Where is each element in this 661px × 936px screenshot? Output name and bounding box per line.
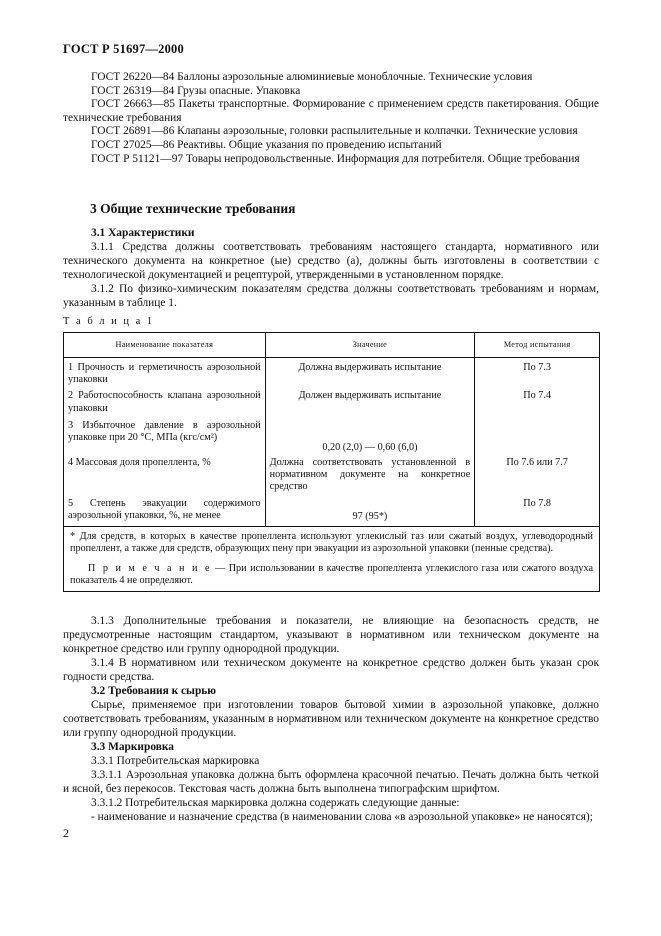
cell-value: Должна выдерживать испытание bbox=[265, 358, 475, 387]
table-row bbox=[64, 415, 600, 454]
table-caption: Т а б л и ц а 1 bbox=[63, 316, 155, 327]
section-3-1-continued bbox=[63, 614, 599, 824]
paragraph-3-1-3: 3.1.3 Дополнительные требования и показатели, не влияющие на безопасность средств, не предусмотренные настоящим стандартом, указывают в нормативном или техническом документе на конкретное средство или группу однородной продукции. bbox=[63, 615, 599, 655]
table-notes-row bbox=[64, 526, 600, 591]
cell-name: 2 Работоспособность клапана аэрозольной упаковки bbox=[64, 386, 266, 414]
table-1 bbox=[63, 332, 600, 592]
paragraph-3-1-4: 3.1.4 В нормативном или техническом документе на конкретное средство должен быть указан срок годности средства. bbox=[63, 657, 599, 683]
column-header: Значение bbox=[265, 333, 475, 358]
paragraph-3-2: Сырье, применяемое при изготовлении товаров бытовой химии в аэрозольной упаковке, должно соответствовать требованиям, указанным в нормативном или техническом документе на конкретное средство или группу однородной продукции. bbox=[63, 699, 599, 739]
paragraph-3-3-1-2: 3.3.1.2 Потребительская маркировка должна содержать следующие данные: bbox=[91, 797, 460, 809]
table-footnote: * Для средств, в которых в качестве пропеллента используют углекислый газ или сжатый воздух, углеводородный пропеллент, а также для средств, образующих пену при эвакуации из аэрозольной упаковки (пенные средства). bbox=[70, 530, 593, 555]
cell-method: По 7.4 bbox=[475, 386, 600, 414]
table-note bbox=[70, 563, 593, 587]
column-header: Наименование показателя bbox=[64, 333, 266, 358]
normative-references bbox=[63, 71, 599, 166]
table-row bbox=[64, 386, 600, 414]
paragraph-3-1-2: 3.1.2 По физико-химическим показателям средства должны соответствовать требованиям и нормам, указанным в таблице 1. bbox=[63, 283, 599, 309]
table-header-row bbox=[64, 333, 600, 358]
column-header: Метод испытания bbox=[475, 333, 600, 358]
table-row bbox=[64, 454, 600, 495]
table-row bbox=[64, 495, 600, 527]
reference-item: ГОСТ 27025—86 Реактивы. Общие указания по проведению испытаний bbox=[91, 138, 442, 151]
note-text: — При использовании в качестве пропеллента углекислого газа или сжатого воздуха показатель 4 не определяют. bbox=[70, 563, 593, 587]
subsection-title: 3.3 Маркировка bbox=[91, 741, 174, 753]
cell-value: Должна соответствовать установленной в нормативном документе на конкретное средство bbox=[265, 454, 475, 495]
cell-name: 5 Степень эвакуации содержимого аэрозольной упаковки, %, не менее bbox=[64, 495, 266, 527]
list-item: - наименование и назначение средства (в наименовании слова «в аэрозольной упаковке» не наносятся); bbox=[91, 811, 593, 823]
cell-name: 1 Прочность и герметичность аэрозольной упаковки bbox=[64, 358, 266, 387]
reference-item: ГОСТ Р 51121—97 Товары непродовольственные. Информация для потребителя. Общие требования bbox=[91, 152, 580, 165]
reference-item: ГОСТ 26220—84 Баллоны аэрозольные алюминиевые моноблочные. Технические условия bbox=[91, 71, 533, 83]
cell-value: Должен выдерживать испытание bbox=[265, 386, 475, 414]
subsection-title: 3.2 Требования к сырью bbox=[91, 685, 217, 697]
subsection-title: 3.1 Характеристики bbox=[91, 227, 195, 239]
reference-item: ГОСТ 26663—85 Пакеты транспортные. Формирование с применением средств пакетирования. Общие технические требования bbox=[63, 98, 599, 124]
paragraph-3-1-1: 3.1.1 Средства должны соответствовать требованиям настоящего стандарта, нормативного или технического документа на конкретное (ые) средство (а), должны быть изготовлены в соответствии с технологической документацией и рецептурой, утвержденными в установленном порядке. bbox=[63, 241, 599, 281]
reference-item: ГОСТ 26891—86 Клапаны аэрозольные, головки распылительные и колпачки. Технические условия bbox=[91, 125, 578, 138]
cell-method: По 7.8 bbox=[475, 495, 600, 527]
page-number: 2 bbox=[63, 826, 69, 840]
cell-name: 4 Массовая доля пропеллента, % bbox=[64, 454, 266, 495]
note-label: П р и м е ч а н и е bbox=[88, 563, 212, 575]
table-notes bbox=[64, 526, 600, 591]
cell-method: По 7.6 или 7.7 bbox=[475, 454, 600, 495]
reference-item: ГОСТ 26319—84 Грузы опасные. Упаковка bbox=[91, 84, 301, 97]
paragraph-3-3-1-1: 3.3.1.1 Аэрозольная упаковка должна быть оформлена красочной печатью. Печать должна быть четкой и ясной, без перекосов. Текстовая часть должна быть выполнена типографским шрифтом. bbox=[63, 769, 599, 795]
cell-name: 3 Избыточное давление в аэрозольной упаковке при 20 °С, МПа (кгс/см²) bbox=[64, 415, 266, 454]
cell-value: 0,20 (2,0) — 0,60 (6,0) bbox=[265, 415, 475, 454]
cell-method: По 7.3 bbox=[475, 358, 600, 387]
document-header: ГОСТ Р 51697—2000 bbox=[63, 42, 184, 56]
cell-method bbox=[475, 415, 600, 454]
table-row bbox=[64, 358, 600, 387]
cell-value: 97 (95*) bbox=[265, 495, 475, 527]
paragraph-3-3-1: 3.3.1 Потребительская маркировка bbox=[91, 755, 260, 767]
section-title: 3 Общие технические требования bbox=[90, 201, 296, 216]
section-3-1 bbox=[63, 226, 599, 310]
